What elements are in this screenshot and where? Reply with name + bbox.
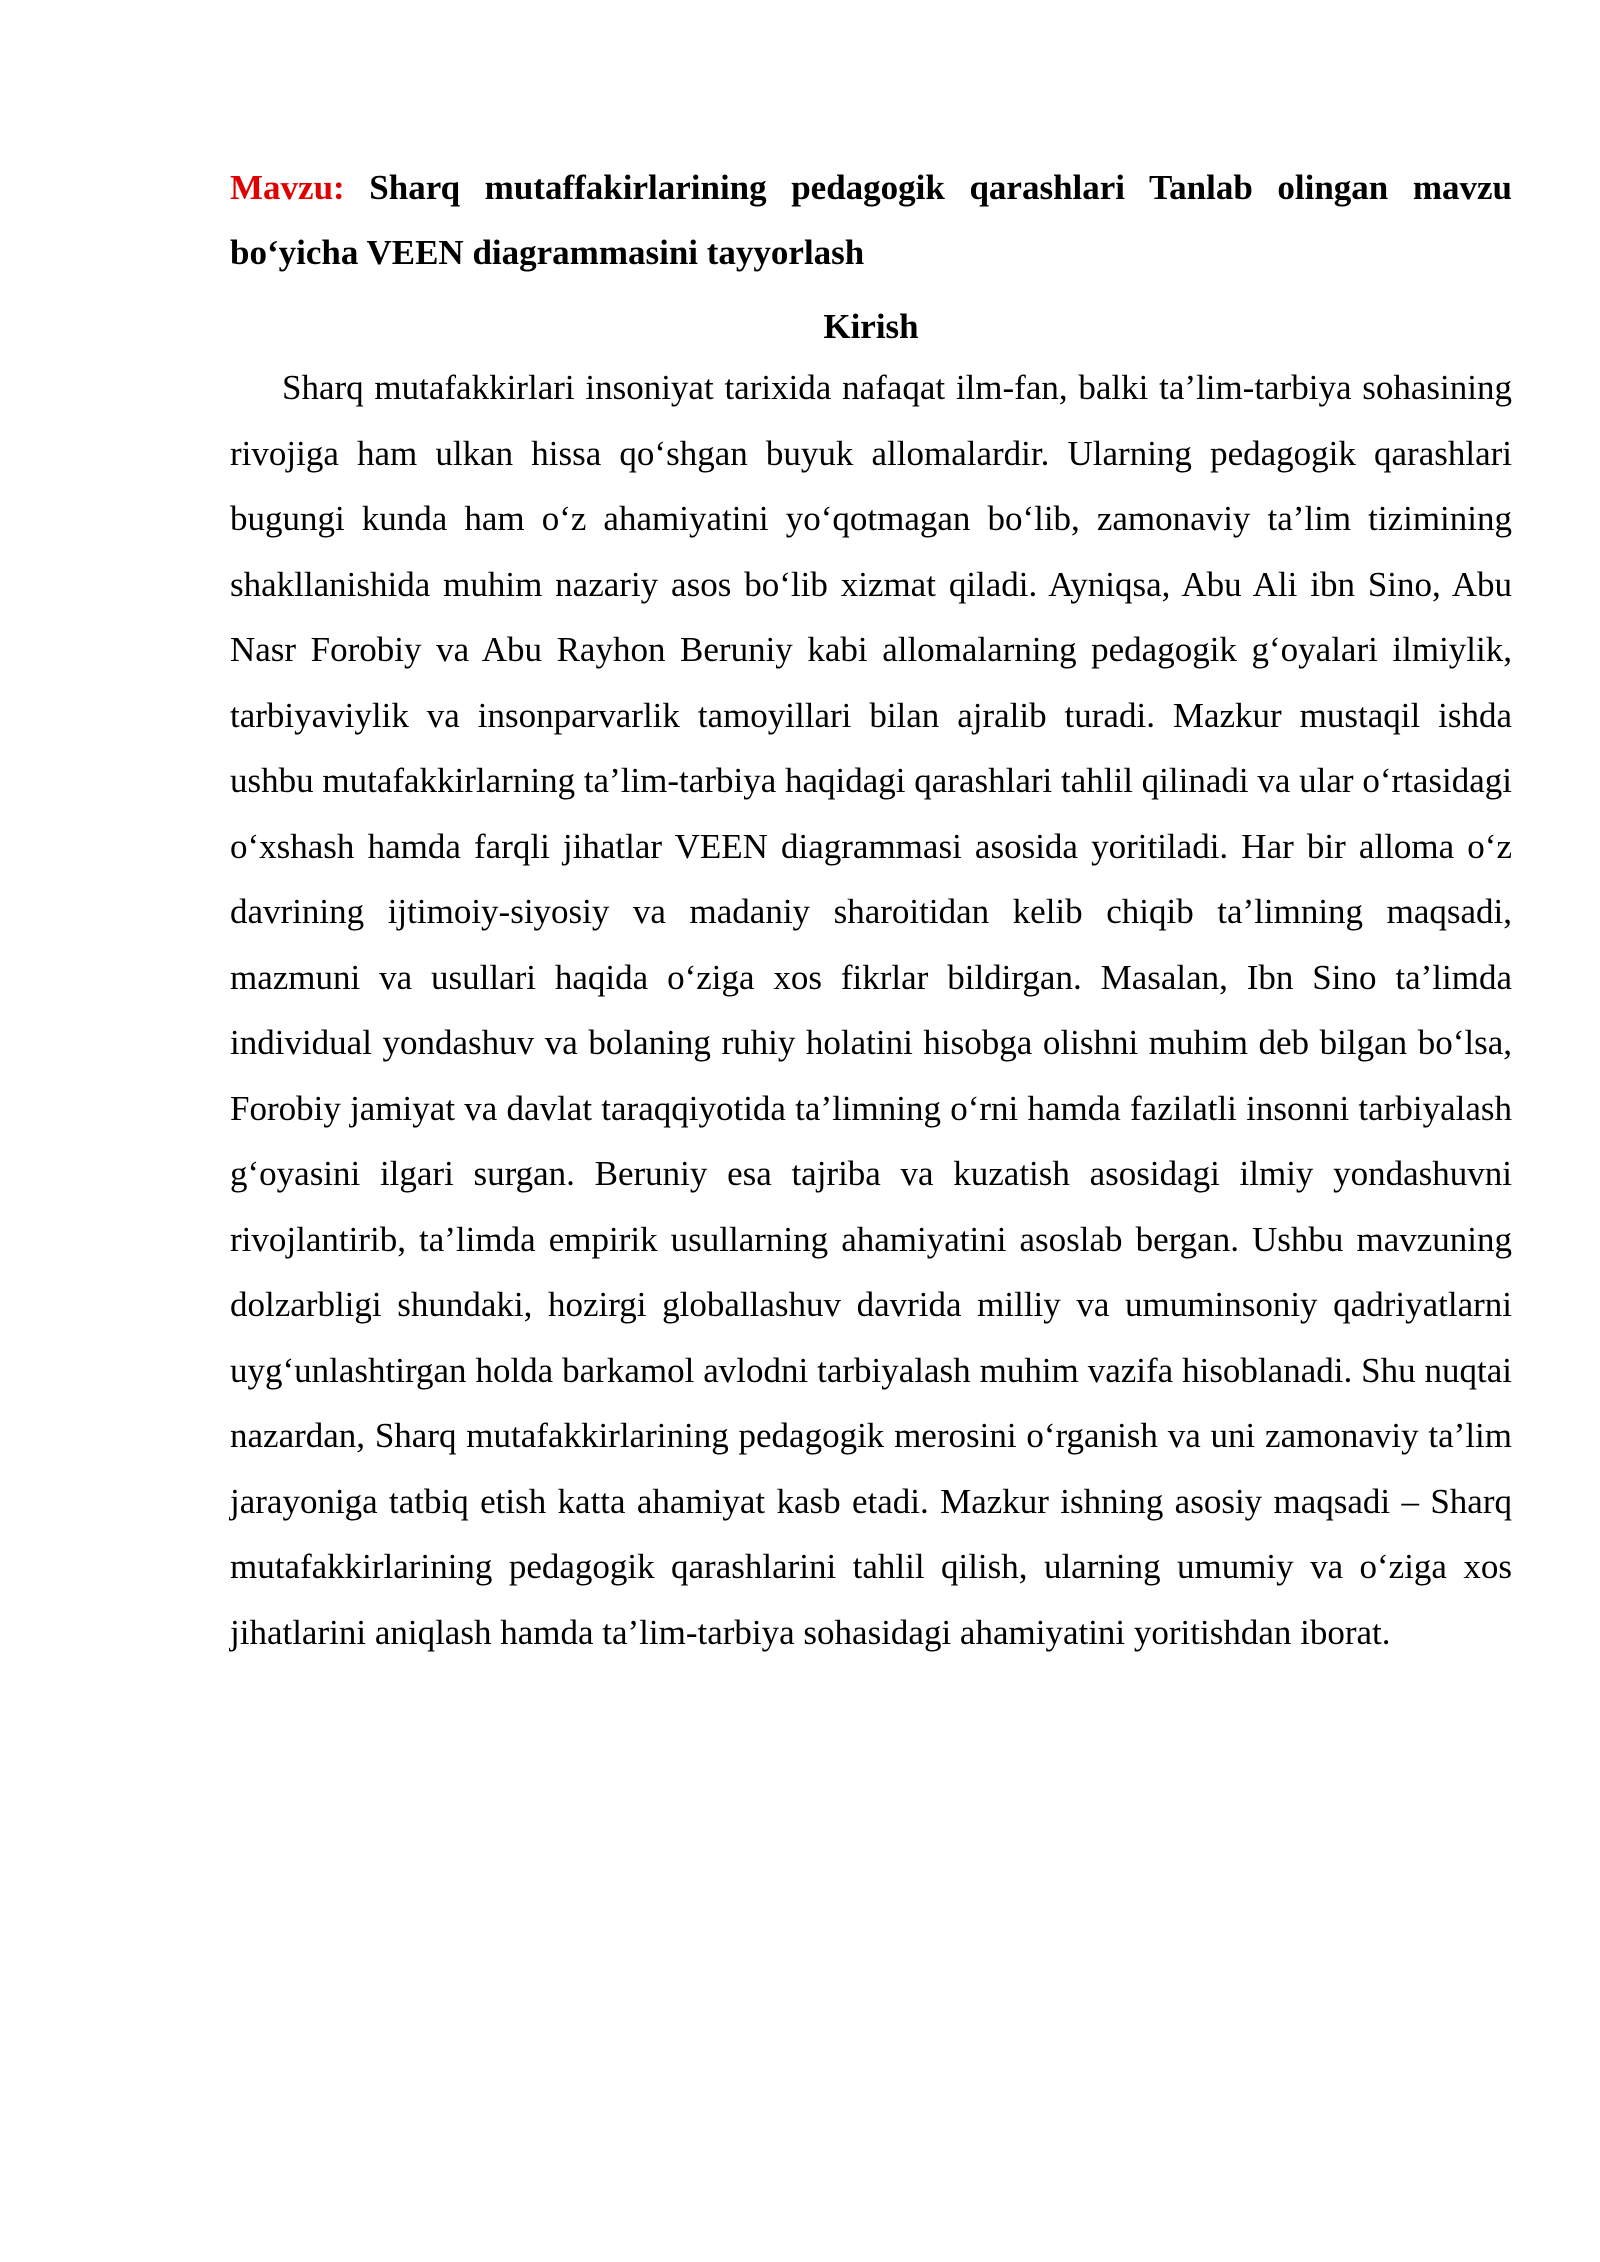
topic-line [230, 155, 1512, 285]
intro-paragraph: Sharq mutafakkirlari insoniyat tarixida nafaqat ilm-fan, balki ta’lim-tarbiya sohasining rivojiga ham ulkan hissa qo‘shgan buyuk allomalardir. Ularning pedagogik qarashlari bugungi kunda ham o‘z ahamiyatini yo‘qotmagan bo‘lib, zamonaviy ta’lim tizimining shakllanishida muhim nazariy asos bo‘lib xizmat qiladi. Ayniqsa, Abu Ali ibn Sino, Abu Nasr Forobiy va Abu Rayhon Beruniy kabi allomalarning pedagogik g‘oyalari ilmiylik, tarbiyaviylik va insonparvarlik tamoyillari bilan ajralib turadi. Mazkur mustaqil ishda ushbu mutafakkirlarning ta’lim-tarbiya haqidagi qarashlari tahlil qilinadi va ular o‘rtasidagi o‘xshash hamda farqli jihatlar VEEN diagrammasi asosida yoritiladi. Har bir alloma o‘z davrining ijtimoiy-siyosiy va madaniy sharoitidan kelib chiqib ta’limning maqsadi, mazmuni va usullari haqida o‘ziga xos fikrlar bildirgan. Masalan, Ibn Sino ta’limda individual yondashuv va bolaning ruhiy holatini hisobga olishni muhim deb bilgan bo‘lsa, Forobiy jamiyat va davlat taraqqiyotida ta’limning o‘rni hamda fazilatli insonni tarbiyalash g‘oyasini ilgari surgan. Beruniy esa tajriba va kuzatish asosidagi ilmiy yondashuvni rivojlantirib, ta’limda empirik usullarning ahamiyatini asoslab bergan. Ushbu mavzuning dolzarbligi shundaki, hozirgi globallashuv davrida milliy va umuminsoniy qadriyatlarni uyg‘unlashtirgan holda barkamol avlodni tarbiyalash muhim vazifa hisoblanadi. Shu nuqtai nazardan, Sharq mutafakkirlarining pedagogik merosini o‘rganish va uni zamonaviy ta’lim jarayoniga tatbiq etish katta ahamiyat kasb etadi. Mazkur ishning asosiy maqsadi – Sharq mutafakkirlarining pedagogik qarashlarini tahlil qilish, ularning umumiy va o‘ziga xos jihatlarini aniqlash hamda ta’lim-tarbiya sohasidagi ahamiyatini yoritishdan iborat. [230, 368, 1512, 1652]
topic-label: Mavzu: [230, 168, 345, 207]
topic-title: Sharq mutaffakirlarining pedagogik qarashlari Tanlab olingan mavzu bo‘yicha VEEN diagrammasini tayyorlash [230, 168, 1512, 272]
section-heading: Kirish [823, 307, 919, 346]
document-page [230, 155, 1512, 1665]
